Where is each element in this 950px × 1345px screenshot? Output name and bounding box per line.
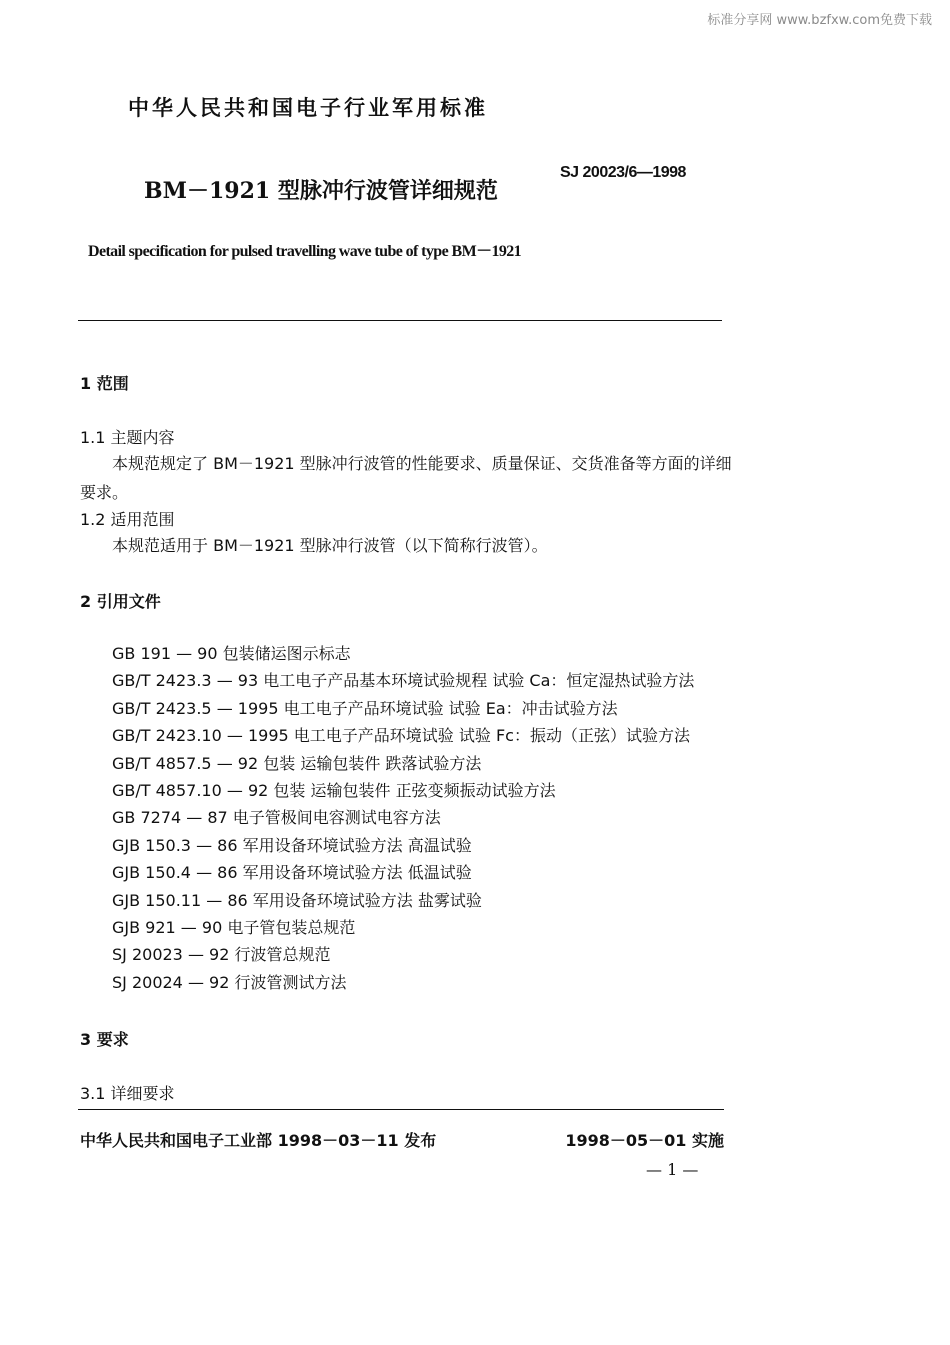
section-1-2-heading: 1.2 适用范围 xyxy=(80,510,175,529)
section-3-1-heading: 3.1 详细要求 xyxy=(80,1084,175,1103)
document-title-en: Detail specification for pulsed travelling wave tube of type BM－1921 xyxy=(88,243,522,260)
section-1-heading: 1 范围 xyxy=(80,374,129,393)
standard-category-title: 中华人民共和国电子行业军用标准 xyxy=(128,96,488,120)
section-1-1-heading: 1.1 主题内容 xyxy=(80,428,175,447)
section-2-heading: 2 引用文件 xyxy=(80,592,161,611)
reference-item: GB/T 2423.10 — 1995 电工电子产品环境试验 试验 Fc：振动（正弦）试验方法 xyxy=(112,726,690,746)
reference-item: GJB 150.4 — 86 军用设备环境试验方法 低温试验 xyxy=(112,863,472,883)
section-1-1-para-line1: 本规范规定了 BM－1921 型脉冲行波管的性能要求、质量保证、交货准备等方面的详细 xyxy=(112,454,732,473)
reference-item: GJB 921 — 90 电子管包装总规范 xyxy=(112,917,356,937)
reference-item: GB/T 2423.5 — 1995 电工电子产品环境试验 试验 Ea：冲击试验方法 xyxy=(112,698,618,718)
header-divider xyxy=(78,320,722,321)
reference-item: GB 7274 — 87 电子管极间电容测试电容方法 xyxy=(112,808,441,828)
document-title-cn: BM－1921 型脉冲行波管详细规范 xyxy=(144,178,498,204)
section-3-heading: 3 要求 xyxy=(80,1030,129,1049)
reference-item: SJ 20023 — 92 行波管总规范 xyxy=(112,945,331,965)
standard-number: SJ 20023/6—1998 xyxy=(560,164,686,181)
section-1-1-para-line2: 要求。 xyxy=(80,483,129,502)
reference-item: GB 191 — 90 包装储运图示标志 xyxy=(112,644,351,663)
footer-divider xyxy=(78,1109,724,1110)
reference-item: SJ 20024 — 92 行波管测试方法 xyxy=(112,972,347,992)
section-1-2-para: 本规范适用于 BM－1921 型脉冲行波管（以下简称行波管）。 xyxy=(112,536,548,555)
reference-item: GJB 150.11 — 86 军用设备环境试验方法 盐雾试验 xyxy=(112,890,482,910)
reference-item: GJB 150.3 — 86 军用设备环境试验方法 高温试验 xyxy=(112,835,472,855)
effective-date: 1998－05－01 实施 xyxy=(565,1131,724,1150)
reference-list xyxy=(112,640,694,996)
issue-date: 中华人民共和国电子工业部 1998－03－11 发布 xyxy=(80,1131,437,1150)
reference-item: GB/T 2423.3 — 93 电工电子产品基本环境试验规程 试验 Ca：恒定湿热试验方法 xyxy=(112,671,695,691)
reference-item: GB/T 4857.10 — 92 包装 运输包装件 正弦变频振动试验方法 xyxy=(112,780,556,800)
watermark-text: 标准分享网 www.bzfxw.com免费下载 xyxy=(707,13,932,28)
reference-item: GB/T 4857.5 — 92 包装 运输包装件 跌落试验方法 xyxy=(112,753,482,773)
page-number: — 1 — xyxy=(646,1160,699,1179)
